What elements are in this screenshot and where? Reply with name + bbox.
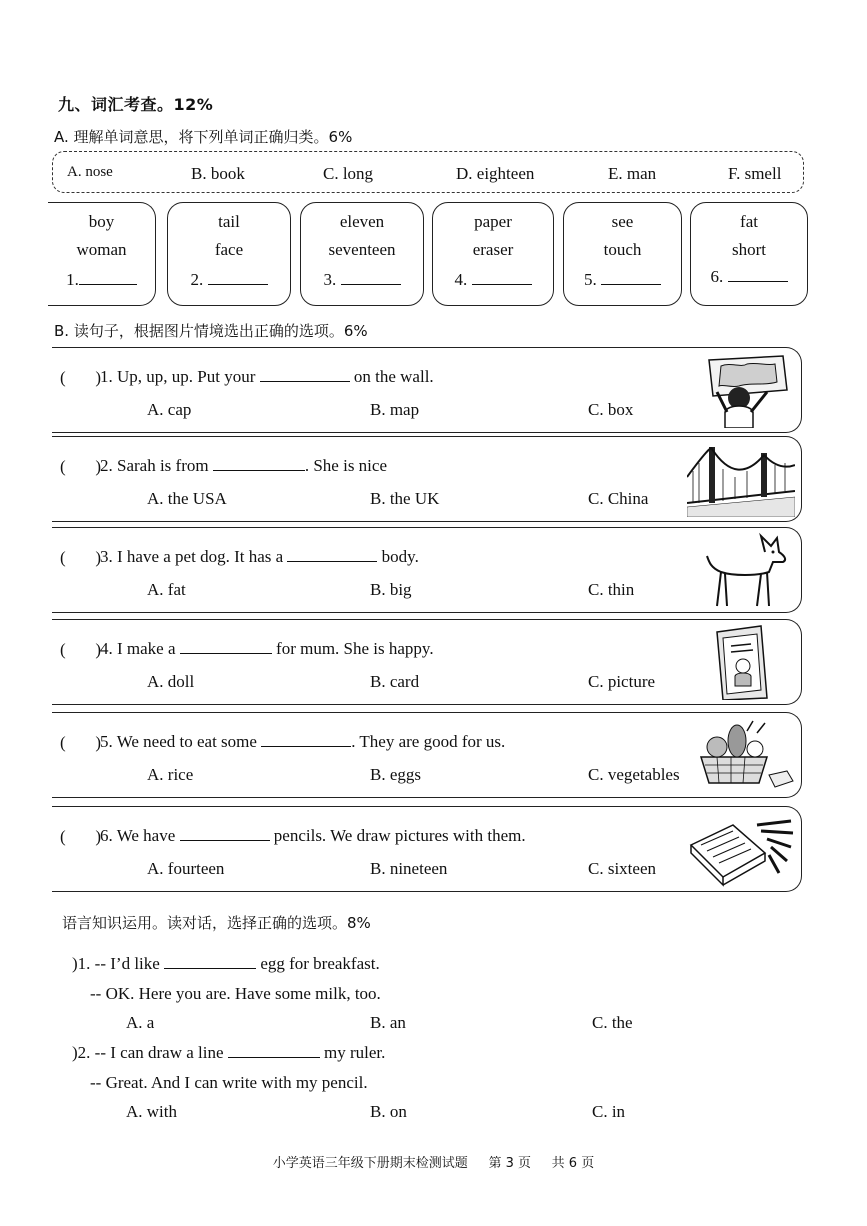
answer-paren[interactable]: ( ) (60, 827, 102, 846)
pencils-picture-icon (687, 811, 795, 887)
card-picture-icon (687, 624, 795, 700)
option-b[interactable]: B. an (370, 1013, 406, 1032)
map-picture-icon (687, 352, 795, 428)
option-b[interactable]: B. map (370, 400, 420, 419)
option-c[interactable]: C. box (588, 400, 634, 419)
word-option: F. smell (728, 164, 782, 183)
category-word: tail (218, 212, 240, 231)
category-word: paper (474, 212, 512, 231)
option-a[interactable]: A. fat (147, 580, 186, 599)
category-box-6 (690, 202, 808, 306)
word-bank (52, 151, 804, 193)
option-b[interactable]: B. the UK (370, 489, 440, 508)
answer-paren[interactable]: ( ) (60, 733, 102, 752)
language-section-heading: 语言知识运用。读对话，选择正确的选项。8% (62, 914, 371, 932)
category-word: seventeen (328, 240, 396, 259)
bridge-picture-icon (687, 441, 795, 517)
question-stem: 2. Sarah is from . She is nice (100, 456, 387, 475)
category-box-4 (432, 202, 554, 306)
option-c[interactable]: C. sixteen (588, 859, 656, 878)
answer-blank[interactable]: 6. (691, 267, 807, 287)
dialogue-question-1: )1. -- I’d like egg for breakfast. (72, 954, 380, 973)
question-2 (52, 436, 802, 522)
answer-blank[interactable]: 5. (564, 270, 681, 290)
footer-title: 小学英语三年级下册期末检测试题 (272, 1156, 468, 1171)
question-1 (52, 347, 802, 433)
option-a[interactable]: A. rice (147, 765, 194, 784)
option-c[interactable]: C. in (592, 1102, 626, 1121)
category-box-5 (563, 202, 682, 306)
answer-blank[interactable]: 1. (48, 270, 155, 290)
question-3 (52, 527, 802, 613)
part-b-heading: B. 读句子，根据图片情境选出正确的选项。6% (54, 322, 368, 340)
dialogue-reply-1: -- OK. Here you are. Have some milk, too. (90, 984, 381, 1003)
option-a[interactable]: A. doll (147, 672, 195, 691)
option-b[interactable]: B. big (370, 580, 412, 599)
category-word: see (611, 212, 634, 231)
category-word: fat (740, 212, 758, 231)
word-option: B. book (191, 164, 245, 183)
answer-paren[interactable]: ( ) (60, 368, 102, 387)
section-title: 九、词汇考查。12% (58, 95, 214, 114)
vegetables-picture-icon (687, 717, 795, 793)
part-a-heading: A. 理解单词意思，将下列单词正确归类。6% (54, 128, 353, 146)
answer-blank[interactable]: 3. (301, 270, 423, 290)
answer-paren[interactable]: ( ) (60, 457, 102, 476)
category-box-1 (48, 202, 156, 306)
option-b[interactable]: B. on (370, 1102, 407, 1121)
option-c[interactable]: C. thin (588, 580, 635, 599)
answer-blank[interactable]: 2. (168, 270, 290, 290)
question-5 (52, 712, 802, 798)
option-c[interactable]: C. vegetables (588, 765, 680, 784)
option-c[interactable]: C. picture (588, 672, 656, 691)
category-word: woman (76, 240, 127, 259)
question-stem: 6. We have pencils. We draw pictures with them. (100, 826, 526, 845)
category-box-2 (167, 202, 291, 306)
category-word: boy (88, 212, 115, 231)
category-word: eleven (339, 212, 385, 231)
question-stem: 1. Up, up, up. Put your on the wall. (100, 367, 434, 386)
question-stem: 4. I make a for mum. She is happy. (100, 639, 434, 658)
dialogue-reply-2: -- Great. And I can write with my pencil. (90, 1073, 368, 1092)
category-word: face (214, 240, 244, 259)
question-4 (52, 619, 802, 705)
option-a[interactable]: A. cap (147, 400, 192, 419)
question-stem: 5. We need to eat some . They are good for us. (100, 732, 506, 751)
option-a[interactable]: A. a (126, 1013, 155, 1032)
category-word: touch (603, 240, 642, 259)
option-c[interactable]: C. the (592, 1013, 633, 1032)
answer-paren[interactable]: ( ) (60, 548, 102, 567)
word-option: E. man (608, 164, 657, 183)
category-box-3 (300, 202, 424, 306)
option-b[interactable]: B. card (370, 672, 420, 691)
dog-picture-icon (687, 532, 795, 608)
word-option: D. eighteen (456, 164, 535, 183)
dialogue-question-2: )2. -- I can draw a line my ruler. (72, 1043, 386, 1062)
category-word: eraser (472, 240, 514, 259)
option-a[interactable]: A. with (126, 1102, 177, 1121)
question-6 (52, 806, 802, 892)
footer-total: 共 6 页 (551, 1156, 595, 1171)
footer-page: 第 3 页 (488, 1156, 531, 1171)
question-stem: 3. I have a pet dog. It has a body. (100, 547, 419, 566)
word-option: A. nose (67, 164, 113, 180)
option-a[interactable]: A. the USA (147, 489, 227, 508)
page-footer (0, 1152, 867, 1171)
answer-blank[interactable]: 4. (433, 270, 553, 290)
word-option: C. long (323, 164, 374, 183)
option-b[interactable]: B. eggs (370, 765, 421, 784)
option-a[interactable]: A. fourteen (147, 859, 225, 878)
option-b[interactable]: B. nineteen (370, 859, 448, 878)
option-c[interactable]: C. China (588, 489, 649, 508)
category-word: short (732, 240, 766, 259)
answer-paren[interactable]: ( ) (60, 640, 102, 659)
